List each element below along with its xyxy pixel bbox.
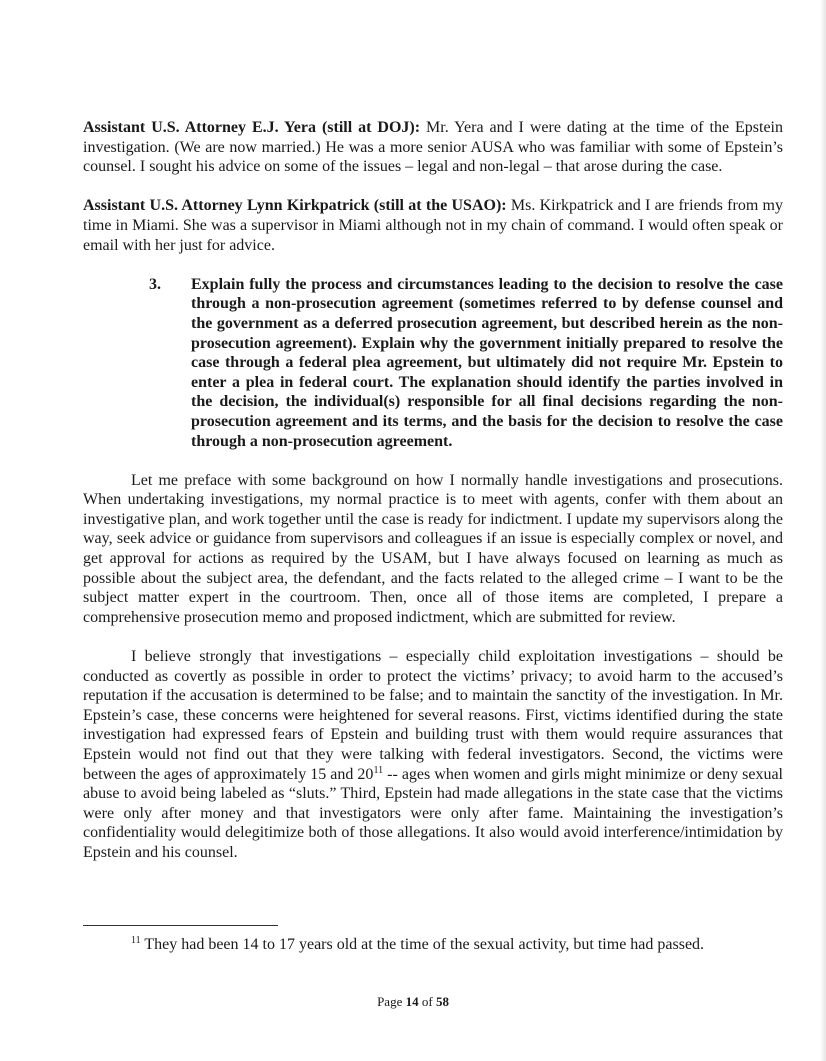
footnote-text: They had been 14 to 17 years old at the time of the sexual activity, but time had passed. <box>140 936 705 953</box>
page-of: of <box>418 994 436 1009</box>
footnote-ref[interactable]: 11 <box>373 764 384 776</box>
heading-kirkpatrick: Assistant U.S. Attorney Lynn Kirkpatrick (still at the USAO): <box>83 197 507 215</box>
text-kirkpatrick: Ms. Kirkpatrick and I are friends from my time in Miami. She was a supervisor in Miami although not in my chain of command. I would often speak or email with her just for advice. <box>83 197 783 254</box>
footnote-number: 11 <box>131 935 141 946</box>
page-total: 58 <box>435 994 449 1009</box>
paragraph-background: Let me preface with some background on how I normally handle investigations and prosecutions. When undertaking investigations, my normal practice is to meet with agents, confer with them about an investigative plan, and work together until the case is ready for indictment. I update my supervisors along the way, seek advice or guidance from supervisors and colleagues if an issue is especially complex or novel, and get approval for actions as required by the USAM, but I have always focused on learning as much as possible about the subject area, the defendant, and the facts related to the alleged crime – I want to be the subject matter expert in the courtroom. Then, once all of those items are completed, I prepare a comprehensive prosecution memo and proposed indictment, which are submitted for review. <box>83 471 783 626</box>
page-current: 14 <box>405 994 419 1009</box>
footnote <box>131 936 791 954</box>
question-text: Explain fully the process and circumstances leading to the decision to resolve the case through a non-prosecution agreement (sometimes referred to by defense counsel and the government as a deferred prosecution agreement, but described herein as the non-prosecution agreement). Explain why the government initially prepared to resolve the case through a federal plea agreement, but ultimately did not require Mr. Epstein to enter a plea in federal court. The explanation should identify the parties involved in the decision, the individual(s) responsible for all final decisions regarding the non-prosecution agreement and its terms, and the basis for the decision to resolve the case through a non-prosecution agreement. <box>191 275 783 450</box>
question-number: 3. <box>149 275 161 293</box>
question-3 <box>83 275 783 451</box>
document-body <box>83 118 783 882</box>
text-yera: Mr. Yera and I were dating at the time of the Epstein investigation. (We are now married.) He was a more senior AUSA who was familiar with some of Epstein’s counsel. I sought his advice on some of the issues – legal and non-legal – that arose during the case. <box>83 119 784 176</box>
page-prefix: Page <box>377 994 406 1009</box>
paragraph-covert <box>83 647 783 863</box>
heading-yera: Assistant U.S. Attorney E.J. Yera (still at DOJ): <box>83 119 421 136</box>
page-number <box>0 994 826 1010</box>
paragraph-yera <box>83 118 783 177</box>
page-edge-shadow <box>820 0 826 1061</box>
footnote-divider <box>83 925 278 926</box>
text-covert-2: -- ages when women and girls might minimize or deny sexual abuse to avoid being labeled as “sluts.” Third, Epstein had made allegations in the state case that the victims were only after money and that investigators were only after fame. Maintaining the investigation’s confidentiality would delegitimize both of those allegations. It also would avoid interference/intimidation by Epstein and his counsel. <box>83 765 784 861</box>
text-covert-1: I believe strongly that investigations – especially child exploitation investigations – should be conducted as covertly as possible in order to protect the victims’ privacy; to avoid harm to the accused’s reputation if the accusation is determined to be false; and to maintain the sanctity of the investigation. In Mr. Epstein’s case, these concerns were heightened for several reasons. First, victims identified during the state investigation had expressed fears of Epstein and building trust with them would require assurances that Epstein would not find out that they were talking with federal investigators. Second, the victims were between the ages of approximately 15 and 20 <box>83 648 783 783</box>
paragraph-kirkpatrick <box>83 196 783 255</box>
